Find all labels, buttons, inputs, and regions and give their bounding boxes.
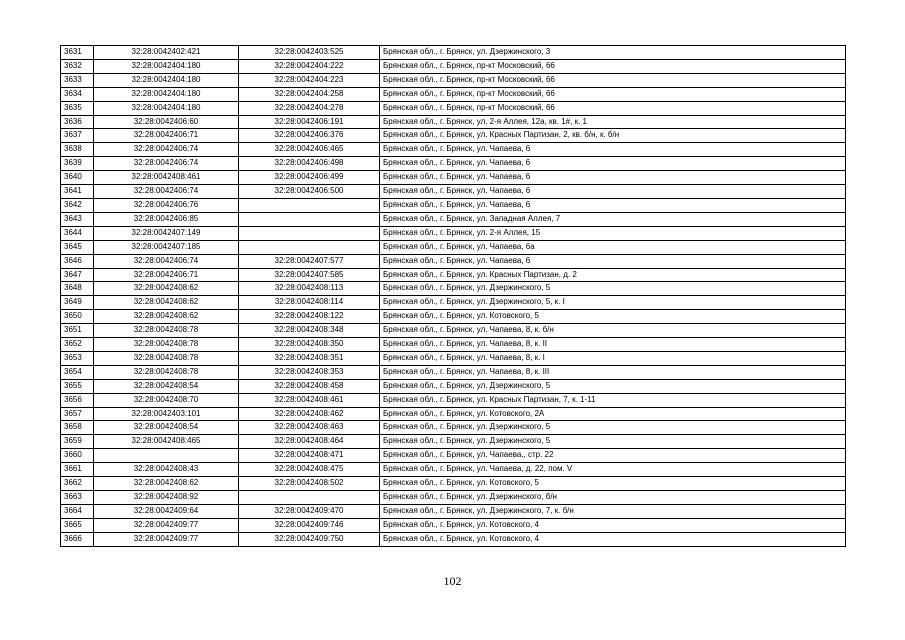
- row-number-cell: 3642: [61, 198, 94, 212]
- parent-cadastral-cell: 32:28:0042408:62: [94, 477, 239, 491]
- cadastral-number-cell: 32:28:0042408:113: [239, 282, 380, 296]
- table-row: [61, 518, 846, 532]
- row-number-cell: 3663: [61, 491, 94, 505]
- parent-cadastral-cell: 32:28:0042409:64: [94, 504, 239, 518]
- address-cell: Брянская обл., г. Брянск, пр-кт Московский, 66: [380, 87, 846, 101]
- parent-cadastral-cell: 32:28:0042404:180: [94, 73, 239, 87]
- table-row: [61, 435, 846, 449]
- address-cell: Брянская обл., г. Брянск, ул. Котовского, 2А: [380, 407, 846, 421]
- row-number-cell: 3639: [61, 157, 94, 171]
- row-number-cell: 3647: [61, 268, 94, 282]
- cadastral-number-cell: 32:28:0042408:462: [239, 407, 380, 421]
- cadastral-number-cell: 32:28:0042404:222: [239, 59, 380, 73]
- table-row: [61, 143, 846, 157]
- cadastral-number-cell: 32:28:0042406:500: [239, 185, 380, 199]
- address-cell: Брянская обл., г. Брянск, ул. 2-я Аллея, 15: [380, 226, 846, 240]
- cadastral-number-cell: 32:28:0042409:470: [239, 504, 380, 518]
- address-cell: Брянская обл., г. Брянск, ул. Котовского, 4: [380, 518, 846, 532]
- cadastral-table: [60, 45, 846, 547]
- cadastral-number-cell: 32:28:0042409:750: [239, 532, 380, 546]
- cadastral-number-cell: 32:28:0042408:475: [239, 463, 380, 477]
- cadastral-number-cell: 32:28:0042408:463: [239, 421, 380, 435]
- row-number-cell: 3661: [61, 463, 94, 477]
- row-number-cell: 3652: [61, 338, 94, 352]
- address-cell: Брянская обл., г. Брянск, ул. Чапаева, 6: [380, 143, 846, 157]
- parent-cadastral-cell: 32:28:0042408:62: [94, 296, 239, 310]
- table-row: [61, 365, 846, 379]
- parent-cadastral-cell: 32:28:0042406:85: [94, 212, 239, 226]
- cadastral-number-cell: 32:28:0042408:471: [239, 449, 380, 463]
- row-number-cell: 3651: [61, 324, 94, 338]
- parent-cadastral-cell: 32:28:0042406:71: [94, 268, 239, 282]
- parent-cadastral-cell: 32:28:0042408:54: [94, 421, 239, 435]
- address-cell: Брянская обл., г. Брянск, пр-кт Московский, 66: [380, 73, 846, 87]
- table-row: [61, 449, 846, 463]
- page-number: 102: [443, 574, 462, 588]
- parent-cadastral-cell: [94, 449, 239, 463]
- cadastral-number-cell: 32:28:0042408:350: [239, 338, 380, 352]
- cadastral-number-cell: [239, 198, 380, 212]
- parent-cadastral-cell: 32:28:0042408:54: [94, 379, 239, 393]
- address-cell: Брянская обл., г. Брянск, ул. 2-я Аллея, 12а, кв. 1#, к. 1: [380, 115, 846, 129]
- parent-cadastral-cell: 32:28:0042408:78: [94, 338, 239, 352]
- cadastral-number-cell: 32:28:0042408:122: [239, 310, 380, 324]
- address-cell: Брянская обл., г. Брянск, ул. Красных Партизан, 7, к. 1-11: [380, 393, 846, 407]
- row-number-cell: 3660: [61, 449, 94, 463]
- row-number-cell: 3666: [61, 532, 94, 546]
- row-number-cell: 3641: [61, 185, 94, 199]
- address-cell: Брянская обл., г. Брянск, ул. Красных Партизан, 2, кв. б/н, к. б/н: [380, 129, 846, 143]
- address-cell: Брянская обл., г. Брянск, ул. Чапаева, 8, к. III: [380, 365, 846, 379]
- cadastral-number-cell: 32:28:0042406:465: [239, 143, 380, 157]
- table-row: [61, 504, 846, 518]
- parent-cadastral-cell: 32:28:0042408:78: [94, 351, 239, 365]
- parent-cadastral-cell: 32:28:0042403:101: [94, 407, 239, 421]
- table-row: [61, 421, 846, 435]
- parent-cadastral-cell: 32:28:0042406:76: [94, 198, 239, 212]
- address-cell: Брянская обл., г. Брянск, пр-кт Московский, 66: [380, 101, 846, 115]
- address-cell: Брянская обл., г. Брянск, ул. Дзержинского, 5: [380, 435, 846, 449]
- table-row: [61, 463, 846, 477]
- parent-cadastral-cell: 32:28:0042404:180: [94, 59, 239, 73]
- table-row: [61, 407, 846, 421]
- row-number-cell: 3632: [61, 59, 94, 73]
- address-cell: Брянская обл., г. Брянск, ул. Чапаева, 8, к. II: [380, 338, 846, 352]
- table-row: [61, 46, 846, 60]
- address-cell: Брянская обл., г. Брянск, ул. Чапаева, 6: [380, 198, 846, 212]
- row-number-cell: 3644: [61, 226, 94, 240]
- cadastral-number-cell: 32:28:0042408:458: [239, 379, 380, 393]
- cadastral-number-cell: [239, 491, 380, 505]
- cadastral-number-cell: 32:28:0042406:191: [239, 115, 380, 129]
- parent-cadastral-cell: 32:28:0042409:77: [94, 518, 239, 532]
- address-cell: Брянская обл., г. Брянск, ул. Чапаева, 6: [380, 185, 846, 199]
- table-row: [61, 129, 846, 143]
- table-row: [61, 73, 846, 87]
- parent-cadastral-cell: 32:28:0042406:74: [94, 185, 239, 199]
- cadastral-number-cell: 32:28:0042409:746: [239, 518, 380, 532]
- table-row: [61, 226, 846, 240]
- address-cell: Брянская обл., г. Брянск, ул. Дзержинского, 5: [380, 379, 846, 393]
- table-row: [61, 532, 846, 546]
- table-row: [61, 254, 846, 268]
- parent-cadastral-cell: 32:28:0042406:74: [94, 143, 239, 157]
- row-number-cell: 3648: [61, 282, 94, 296]
- row-number-cell: 3643: [61, 212, 94, 226]
- parent-cadastral-cell: 32:28:0042406:74: [94, 254, 239, 268]
- row-number-cell: 3645: [61, 240, 94, 254]
- address-cell: Брянская обл., г. Брянск, ул. Дзержинского, 7, к. б/н: [380, 504, 846, 518]
- row-number-cell: 3659: [61, 435, 94, 449]
- row-number-cell: 3638: [61, 143, 94, 157]
- parent-cadastral-cell: 32:28:0042408:62: [94, 310, 239, 324]
- table-row: [61, 157, 846, 171]
- address-cell: Брянская обл., г. Брянск, ул. Чапаева, 8, к. I: [380, 351, 846, 365]
- row-number-cell: 3635: [61, 101, 94, 115]
- address-cell: Брянская обл., г. Брянск, ул. Красных Партизан, д. 2: [380, 268, 846, 282]
- row-number-cell: 3633: [61, 73, 94, 87]
- address-cell: Брянская обл., г. Брянск, ул. Дзержинского, 5, к. I: [380, 296, 846, 310]
- parent-cadastral-cell: 32:28:0042409:77: [94, 532, 239, 546]
- address-cell: Брянская обл., г. Брянск, ул. Чапаева, 6: [380, 171, 846, 185]
- table-row: [61, 268, 846, 282]
- row-number-cell: 3649: [61, 296, 94, 310]
- address-cell: Брянская обл., г. Брянск, ул. Чапаева, 6: [380, 157, 846, 171]
- row-number-cell: 3664: [61, 504, 94, 518]
- table-row: [61, 351, 846, 365]
- row-number-cell: 3634: [61, 87, 94, 101]
- cadastral-number-cell: 32:28:0042407:585: [239, 268, 380, 282]
- table-row: [61, 198, 846, 212]
- parent-cadastral-cell: 32:28:0042404:180: [94, 87, 239, 101]
- cadastral-number-cell: 32:28:0042407:577: [239, 254, 380, 268]
- address-cell: Брянская обл., г. Брянск, ул. Чапаева, 8, к. б/н: [380, 324, 846, 338]
- parent-cadastral-cell: 32:28:0042408:78: [94, 324, 239, 338]
- table-row: [61, 491, 846, 505]
- parent-cadastral-cell: 32:28:0042408:78: [94, 365, 239, 379]
- parent-cadastral-cell: 32:28:0042404:180: [94, 101, 239, 115]
- cadastral-number-cell: 32:28:0042408:502: [239, 477, 380, 491]
- address-cell: Брянская обл., г. Брянск, ул. Дзержинского, 5: [380, 282, 846, 296]
- table-row: [61, 212, 846, 226]
- address-cell: Брянская обл., г. Брянск, ул. Котовского, 5: [380, 310, 846, 324]
- cadastral-number-cell: 32:28:0042406:498: [239, 157, 380, 171]
- address-cell: Брянская обл., г. Брянск, ул. Чапаева, 6: [380, 254, 846, 268]
- cadastral-number-cell: 32:28:0042404:278: [239, 101, 380, 115]
- table-row: [61, 282, 846, 296]
- address-cell: Брянская обл., г. Брянск, ул. Чапаева, д. 22, пом. V: [380, 463, 846, 477]
- cadastral-number-cell: 32:28:0042404:223: [239, 73, 380, 87]
- parent-cadastral-cell: 32:28:0042408:92: [94, 491, 239, 505]
- address-cell: Брянская обл., г. Брянск, ул. Чапаева, 6а: [380, 240, 846, 254]
- cadastral-number-cell: 32:28:0042406:376: [239, 129, 380, 143]
- table-row: [61, 115, 846, 129]
- table-row: [61, 87, 846, 101]
- table-row: [61, 338, 846, 352]
- row-number-cell: 3656: [61, 393, 94, 407]
- address-cell: Брянская обл., г. Брянск, ул. Западная Аллея, 7: [380, 212, 846, 226]
- parent-cadastral-cell: 32:28:0042402:421: [94, 46, 239, 60]
- row-number-cell: 3637: [61, 129, 94, 143]
- parent-cadastral-cell: 32:28:0042408:70: [94, 393, 239, 407]
- parent-cadastral-cell: 32:28:0042408:465: [94, 435, 239, 449]
- table-row: [61, 477, 846, 491]
- address-cell: Брянская обл., г. Брянск, ул. Котовского, 4: [380, 532, 846, 546]
- cadastral-number-cell: 32:28:0042408:114: [239, 296, 380, 310]
- address-cell: Брянская обл., г. Брянск, ул. Котовского, 5: [380, 477, 846, 491]
- row-number-cell: 3657: [61, 407, 94, 421]
- row-number-cell: 3646: [61, 254, 94, 268]
- parent-cadastral-cell: 32:28:0042407:185: [94, 240, 239, 254]
- address-cell: Брянская обл., г. Брянск, ул. Дзержинского, 3: [380, 46, 846, 60]
- table-row: [61, 296, 846, 310]
- parent-cadastral-cell: 32:28:0042408:461: [94, 171, 239, 185]
- cadastral-number-cell: [239, 226, 380, 240]
- row-number-cell: 3658: [61, 421, 94, 435]
- row-number-cell: 3665: [61, 518, 94, 532]
- parent-cadastral-cell: 32:28:0042406:71: [94, 129, 239, 143]
- cadastral-number-cell: 32:28:0042408:348: [239, 324, 380, 338]
- address-cell: Брянская обл., г. Брянск, ул. Дзержинского, 5: [380, 421, 846, 435]
- parent-cadastral-cell: 32:28:0042406:60: [94, 115, 239, 129]
- parent-cadastral-cell: 32:28:0042406:74: [94, 157, 239, 171]
- parent-cadastral-cell: 32:28:0042408:43: [94, 463, 239, 477]
- row-number-cell: 3640: [61, 171, 94, 185]
- table-row: [61, 379, 846, 393]
- cadastral-number-cell: 32:28:0042403:525: [239, 46, 380, 60]
- parent-cadastral-cell: 32:28:0042407:149: [94, 226, 239, 240]
- address-cell: Брянская обл., г. Брянск, ул. Дзержинского, б/н: [380, 491, 846, 505]
- cadastral-number-cell: 32:28:0042408:464: [239, 435, 380, 449]
- cadastral-number-cell: 32:28:0042408:353: [239, 365, 380, 379]
- table-row: [61, 393, 846, 407]
- row-number-cell: 3654: [61, 365, 94, 379]
- table-row: [61, 310, 846, 324]
- row-number-cell: 3631: [61, 46, 94, 60]
- row-number-cell: 3636: [61, 115, 94, 129]
- cadastral-number-cell: 32:28:0042406:499: [239, 171, 380, 185]
- table-row: [61, 324, 846, 338]
- table-row: [61, 59, 846, 73]
- table-row: [61, 101, 846, 115]
- row-number-cell: 3653: [61, 351, 94, 365]
- cadastral-number-cell: 32:28:0042408:461: [239, 393, 380, 407]
- table-row: [61, 185, 846, 199]
- table-row: [61, 171, 846, 185]
- cadastral-number-cell: [239, 212, 380, 226]
- row-number-cell: 3650: [61, 310, 94, 324]
- row-number-cell: 3662: [61, 477, 94, 491]
- cadastral-number-cell: 32:28:0042404:258: [239, 87, 380, 101]
- row-number-cell: 3655: [61, 379, 94, 393]
- table-row: [61, 240, 846, 254]
- table-body: [61, 46, 846, 547]
- cadastral-number-cell: [239, 240, 380, 254]
- address-cell: Брянская обл., г. Брянск, пр-кт Московский, 66: [380, 59, 846, 73]
- address-cell: Брянская обл., г. Брянск, ул. Чапаева,, стр. 22: [380, 449, 846, 463]
- parent-cadastral-cell: 32:28:0042408:62: [94, 282, 239, 296]
- cadastral-number-cell: 32:28:0042408:351: [239, 351, 380, 365]
